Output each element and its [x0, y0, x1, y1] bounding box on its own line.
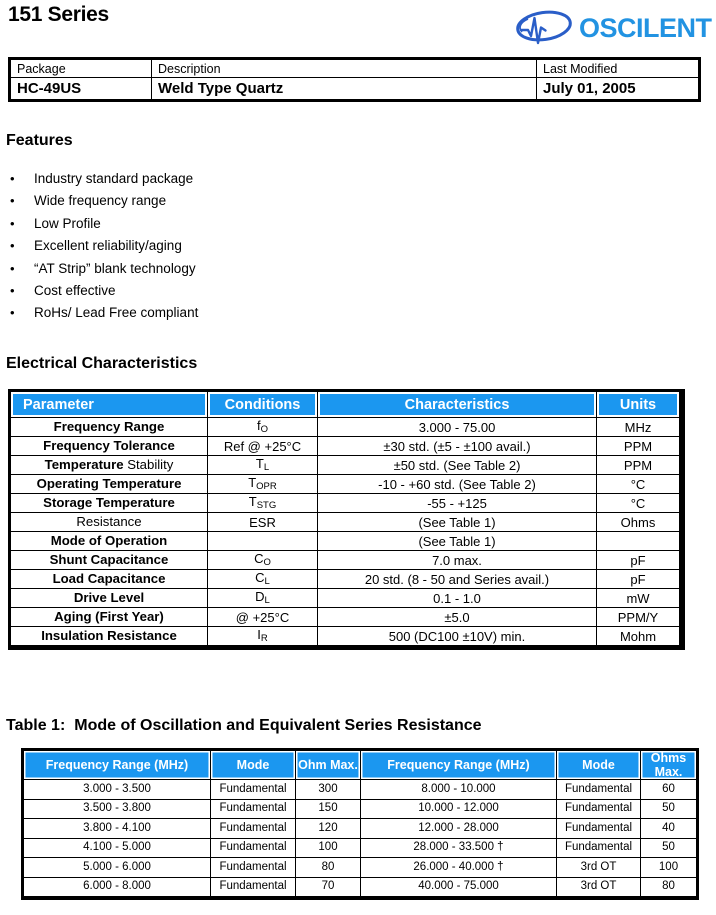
units-cell: Ohms — [597, 513, 680, 532]
units-cell: PPM/Y — [597, 608, 680, 627]
feature-text: Excellent reliability/aging — [34, 238, 182, 254]
units-cell: mW — [597, 589, 680, 608]
oscilent-pulse-ellipse-icon — [514, 7, 576, 49]
t1-row — [24, 799, 697, 819]
parameter-bold-text: Drive Level — [73, 590, 145, 606]
ohm-max-cell: 80 — [641, 877, 697, 897]
parameter-regular-text: Resistance — [76, 514, 142, 530]
elec-row — [11, 456, 680, 475]
units-cell: pF — [597, 551, 680, 570]
condition-symbol: D — [255, 589, 265, 605]
mode-cell: Fundamental — [211, 838, 296, 858]
conditions-cell — [208, 513, 318, 532]
elec-row — [11, 494, 680, 513]
electrical-characteristics-table — [8, 389, 685, 650]
feature-item — [6, 258, 426, 280]
characteristics-cell: 500 (DC100 ±10V) min. — [318, 627, 597, 646]
freq-range-cell: 3.800 - 4.100 — [24, 819, 211, 839]
t1-header-row — [24, 751, 697, 780]
info-value-cell: Weld Type Quartz — [152, 78, 537, 100]
feature-item — [6, 213, 426, 235]
parameter-bold-text: Shunt Capacitance — [49, 552, 169, 568]
parameter-bold-text: Frequency Range — [53, 419, 165, 435]
parameter-cell — [11, 551, 208, 570]
characteristics-cell: 7.0 max. — [318, 551, 597, 570]
freq-range-cell: 40.000 - 75.000 — [361, 877, 557, 897]
feature-text: Cost effective — [34, 283, 116, 299]
parameter-bold-text: Load Capacitance — [52, 571, 166, 587]
units-cell: Mohm — [597, 627, 680, 646]
freq-range-cell: 5.000 - 6.000 — [24, 858, 211, 878]
column-header: Ohms Max. — [641, 751, 697, 780]
parameter-bold-text: Frequency Tolerance — [43, 438, 175, 454]
units-cell: PPM — [597, 437, 680, 456]
condition-subscript: L — [264, 595, 270, 607]
elec-row — [11, 513, 680, 532]
conditions-cell — [208, 418, 318, 437]
mode-cell: Fundamental — [211, 877, 296, 897]
elec-row — [11, 418, 680, 437]
parameter-cell — [11, 570, 208, 589]
package-info-table — [8, 57, 701, 102]
condition-symbol: ESR — [249, 514, 276, 530]
conditions-cell — [208, 494, 318, 513]
parameter-bold-text: Storage Temperature — [43, 495, 175, 511]
parameter-cell — [11, 513, 208, 532]
column-header: Last Modified — [537, 60, 699, 78]
freq-range-cell: 4.100 - 5.000 — [24, 838, 211, 858]
parameter-cell — [11, 627, 208, 646]
feature-item — [6, 168, 426, 190]
table1-heading-label: Table 1: — [6, 717, 66, 734]
ohm-max-cell: 120 — [296, 819, 361, 839]
info-value-row — [11, 78, 699, 100]
elec-row — [11, 570, 680, 589]
condition-subscript: O — [260, 424, 268, 436]
conditions-cell — [208, 456, 318, 475]
mode-cell: Fundamental — [557, 780, 641, 800]
bullet-icon: • — [10, 215, 15, 231]
info-value-cell: July 01, 2005 — [537, 78, 699, 100]
column-header: Characteristics — [318, 392, 597, 418]
column-header: Package — [11, 60, 152, 78]
conditions-cell — [208, 608, 318, 627]
freq-range-cell: 12.000 - 28.000 — [361, 819, 557, 839]
elec-row — [11, 589, 680, 608]
freq-range-cell: 3.500 - 3.800 — [24, 799, 211, 819]
ohm-max-cell: 80 — [296, 858, 361, 878]
feature-item — [6, 235, 426, 257]
condition-symbol: T — [248, 494, 257, 510]
oscilent-logo-text: OSCILENT — [579, 12, 712, 43]
mode-cell: Fundamental — [211, 780, 296, 800]
elec-row — [11, 475, 680, 494]
freq-range-cell: 28.000 - 33.500 † — [361, 838, 557, 858]
feature-text: Industry standard package — [34, 171, 194, 186]
parameter-cell — [11, 475, 208, 494]
mode-cell: 3rd OT — [557, 877, 641, 897]
parameter-bold-text: Insulation Resistance — [41, 628, 177, 644]
freq-range-cell: 8.000 - 10.000 — [361, 780, 557, 800]
conditions-cell — [208, 475, 318, 494]
t1-row — [24, 877, 697, 897]
bullet-icon: • — [10, 171, 15, 186]
bullet-icon: • — [10, 283, 15, 299]
condition-symbol: C — [255, 570, 265, 586]
units-cell: MHz — [597, 418, 680, 437]
t1-row — [24, 858, 697, 878]
parameter-cell — [11, 532, 208, 551]
characteristics-cell: -10 - +60 std. (See Table 2) — [318, 475, 597, 494]
feature-text: Wide frequency range — [34, 193, 167, 209]
feature-text: “AT Strip” blank technology — [34, 260, 196, 276]
mode-cell: Fundamental — [557, 819, 641, 839]
characteristics-cell: 20 std. (8 - 50 and Series avail.) — [318, 570, 597, 589]
info-value-cell: HC-49US — [11, 78, 152, 100]
elec-row — [11, 532, 680, 551]
condition-symbol: C — [254, 551, 264, 567]
units-cell: °C — [597, 494, 680, 513]
column-header: Frequency Range (MHz) — [24, 751, 211, 780]
elec-row — [11, 608, 680, 627]
elec-row — [11, 627, 680, 646]
parameter-cell — [11, 589, 208, 608]
ohm-max-cell: 300 — [296, 780, 361, 800]
column-header: Ohm Max. — [296, 751, 361, 780]
freq-range-cell: 6.000 - 8.000 — [24, 877, 211, 897]
elec-header-row — [11, 392, 680, 418]
feature-item — [6, 280, 426, 302]
parameter-cell — [11, 418, 208, 437]
condition-symbol: f — [256, 418, 261, 434]
elec-row — [11, 437, 680, 456]
column-header: Frequency Range (MHz) — [361, 751, 557, 780]
mode-cell: Fundamental — [557, 838, 641, 858]
units-cell: pF — [597, 570, 680, 589]
column-header: Description — [152, 60, 537, 78]
ohm-max-cell: 70 — [296, 877, 361, 897]
t1-row — [24, 780, 697, 800]
units-cell: PPM — [597, 456, 680, 475]
table1-esr-table — [21, 748, 699, 900]
parameter-cell — [11, 608, 208, 627]
condition-subscript: OPR — [256, 481, 277, 493]
conditions-cell — [208, 437, 318, 456]
mode-cell: Fundamental — [211, 819, 296, 839]
column-header: Mode — [211, 751, 296, 780]
characteristics-cell: (See Table 1) — [318, 532, 597, 551]
condition-symbol: @ +25°C — [235, 609, 290, 625]
ohm-max-cell: 100 — [296, 838, 361, 858]
characteristics-cell: -55 - +125 — [318, 494, 597, 513]
parameter-cell — [11, 437, 208, 456]
freq-range-cell: 10.000 - 12.000 — [361, 799, 557, 819]
condition-symbol: I — [257, 627, 261, 643]
parameter-bold-text: Temperature — [44, 457, 124, 473]
units-cell: °C — [597, 475, 680, 494]
conditions-cell — [208, 627, 318, 646]
conditions-cell — [208, 532, 318, 551]
table1-heading — [6, 717, 482, 735]
feature-item — [6, 190, 426, 212]
condition-symbol: Ref @ +25°C — [223, 438, 302, 454]
ohm-max-cell: 100 — [641, 858, 697, 878]
electrical-characteristics-heading: Electrical Characteristics — [6, 355, 198, 372]
condition-symbol: T — [248, 475, 257, 491]
characteristics-cell: ±5.0 — [318, 608, 597, 627]
parameter-bold-text: Operating Temperature — [36, 476, 182, 492]
bullet-icon: • — [10, 260, 15, 276]
bullet-icon: • — [10, 305, 15, 321]
characteristics-cell: ±30 std. (±5 - ±100 avail.) — [318, 437, 597, 456]
mode-cell: Fundamental — [211, 858, 296, 878]
t1-row — [24, 838, 697, 858]
ohm-max-cell: 150 — [296, 799, 361, 819]
condition-subscript: R — [260, 633, 268, 645]
column-header: Units — [597, 392, 680, 418]
column-header: Conditions — [208, 392, 318, 418]
characteristics-cell: ±50 std. (See Table 2) — [318, 456, 597, 475]
features-list — [6, 168, 426, 325]
oscilent-logo — [514, 7, 712, 49]
characteristics-cell: 3.000 - 75.00 — [318, 418, 597, 437]
freq-range-cell: 3.000 - 3.500 — [24, 780, 211, 800]
ohm-max-cell: 50 — [641, 799, 697, 819]
condition-subscript: STG — [256, 500, 277, 512]
feature-item — [6, 302, 426, 324]
ohm-max-cell: 60 — [641, 780, 697, 800]
condition-subscript: O — [263, 557, 271, 569]
feature-text: RoHs/ Lead Free compliant — [34, 305, 199, 321]
features-heading: Features — [6, 132, 73, 149]
column-header: Mode — [557, 751, 641, 780]
condition-subscript: L — [263, 462, 270, 474]
mode-cell: Fundamental — [211, 799, 296, 819]
table1-heading-title: Mode of Oscillation and Equivalent Series Resistance — [74, 717, 482, 734]
condition-symbol: T — [255, 456, 264, 472]
parameter-cell — [11, 494, 208, 513]
bullet-icon: • — [10, 238, 15, 254]
elec-row — [11, 551, 680, 570]
conditions-cell — [208, 589, 318, 608]
characteristics-cell: (See Table 1) — [318, 513, 597, 532]
condition-subscript: L — [264, 576, 270, 588]
ohm-max-cell: 50 — [641, 838, 697, 858]
feature-text: Low Profile — [34, 215, 101, 231]
characteristics-cell: 0.1 - 1.0 — [318, 589, 597, 608]
ohm-max-cell: 40 — [641, 819, 697, 839]
conditions-cell — [208, 570, 318, 589]
page-title: 151 Series — [8, 3, 109, 26]
units-cell — [597, 532, 680, 551]
parameter-regular-text: Stability — [123, 457, 174, 473]
conditions-cell — [208, 551, 318, 570]
column-header: Parameter — [11, 392, 208, 418]
parameter-cell — [11, 456, 208, 475]
info-header-row — [11, 60, 699, 78]
t1-row — [24, 819, 697, 839]
freq-range-cell: 26.000 - 40.000 † — [361, 858, 557, 878]
bullet-icon: • — [10, 193, 15, 209]
parameter-bold-text: Mode of Operation — [50, 533, 168, 549]
mode-cell: Fundamental — [557, 799, 641, 819]
parameter-bold-text: Aging (First Year) — [54, 609, 164, 625]
mode-cell: 3rd OT — [557, 858, 641, 878]
